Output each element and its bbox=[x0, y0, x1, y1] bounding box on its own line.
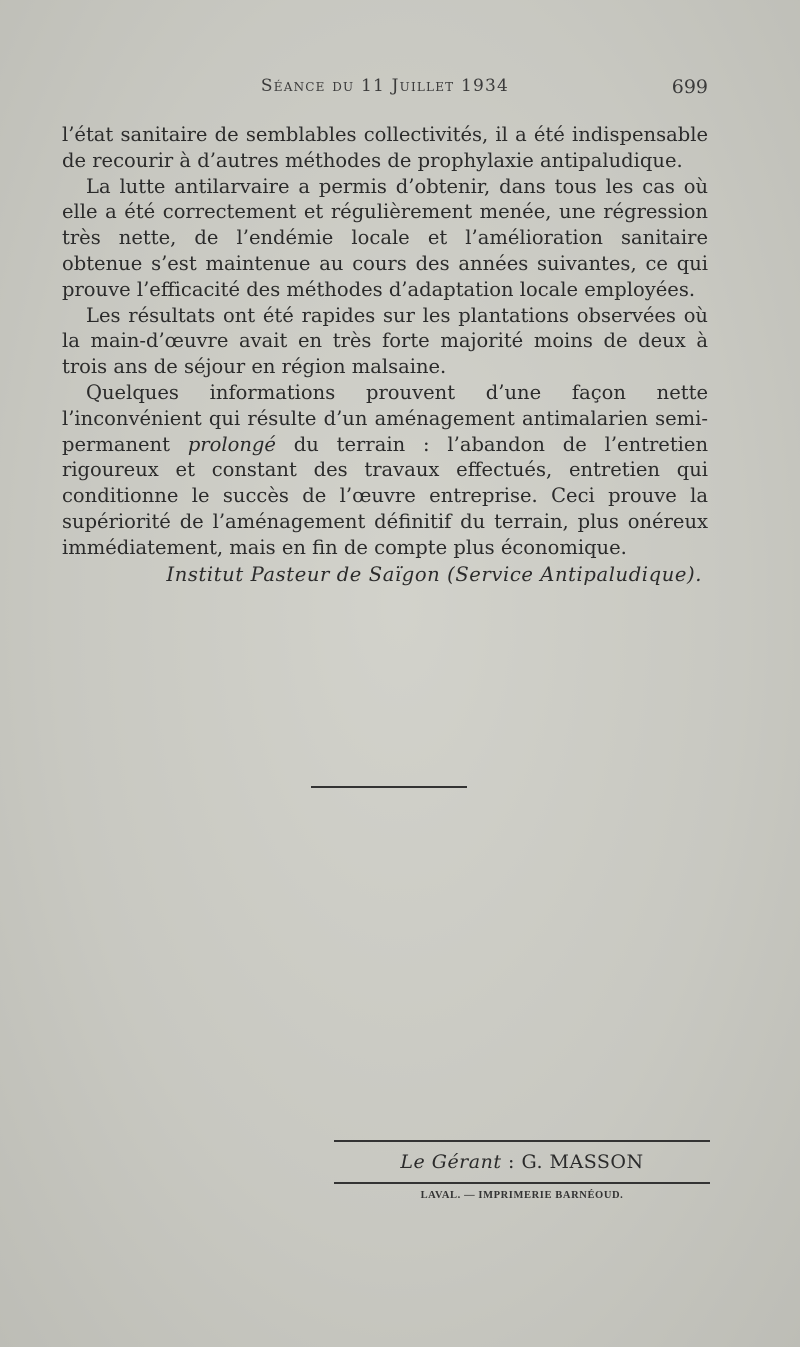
paragraph-3: Les résultats ont été rapides sur les plantations observées où la main-d’œuvre avait en très forte majorité moins de deux à trois ans de séjour en région malsaine. bbox=[62, 303, 708, 379]
paragraph-2: La lutte antilarvaire a permis d’obtenir, dans tous les cas où elle a été correctement et régulièrement menée, une régression très nette, de l’endémie locale et l’amélioration sanitaire obtenue s’est maintenue au cours des années suivantes, ce qui prouve l’efficacité des méthodes d’adaptation locale employées. bbox=[62, 174, 708, 301]
colophon bbox=[334, 1140, 710, 1201]
emphasis-prolonge: prolongé bbox=[187, 432, 276, 456]
gerant-label: Le Gérant bbox=[400, 1151, 502, 1173]
gerant-name: G. MASSON bbox=[521, 1151, 644, 1173]
institution-signature: Institut Pasteur de Saïgon (Service Antipaludique). bbox=[166, 562, 702, 586]
body-text bbox=[62, 122, 708, 588]
running-head bbox=[62, 76, 708, 100]
paragraph-4 bbox=[62, 380, 708, 561]
end-of-article-rule bbox=[311, 786, 467, 788]
paragraph-4-part-b: du terrain : l’abandon de l’entretien rigoureux et constant des travaux effectués, entretien qui conditionne le succès de l’œuvre entreprise. Ceci prouve la supériorité de l’aménagement définitif du terrain, plus onéreux immédiatement, mais en fin de compte plus économique. bbox=[62, 432, 709, 559]
gerant-line bbox=[334, 1142, 710, 1182]
page-number: 699 bbox=[671, 76, 708, 98]
colophon-rule-bottom bbox=[334, 1182, 710, 1184]
paragraph-1: l’état sanitaire de semblables collectivités, il a été indispensable de recourir à d’autres méthodes de prophylaxie antipaludique. bbox=[62, 123, 708, 172]
running-title: Séance du 11 Juillet 1934 bbox=[260, 76, 510, 96]
gerant-separator: : bbox=[508, 1151, 515, 1173]
paragraph-4-part-a: Quelques informations prouvent d’une façon nette l’inconvénient qui résulte d’un aménagement antimalarien semi-permanent bbox=[62, 380, 708, 456]
printer-imprint: LAVAL. — IMPRIMERIE BARNÉOUD. bbox=[420, 1190, 624, 1201]
